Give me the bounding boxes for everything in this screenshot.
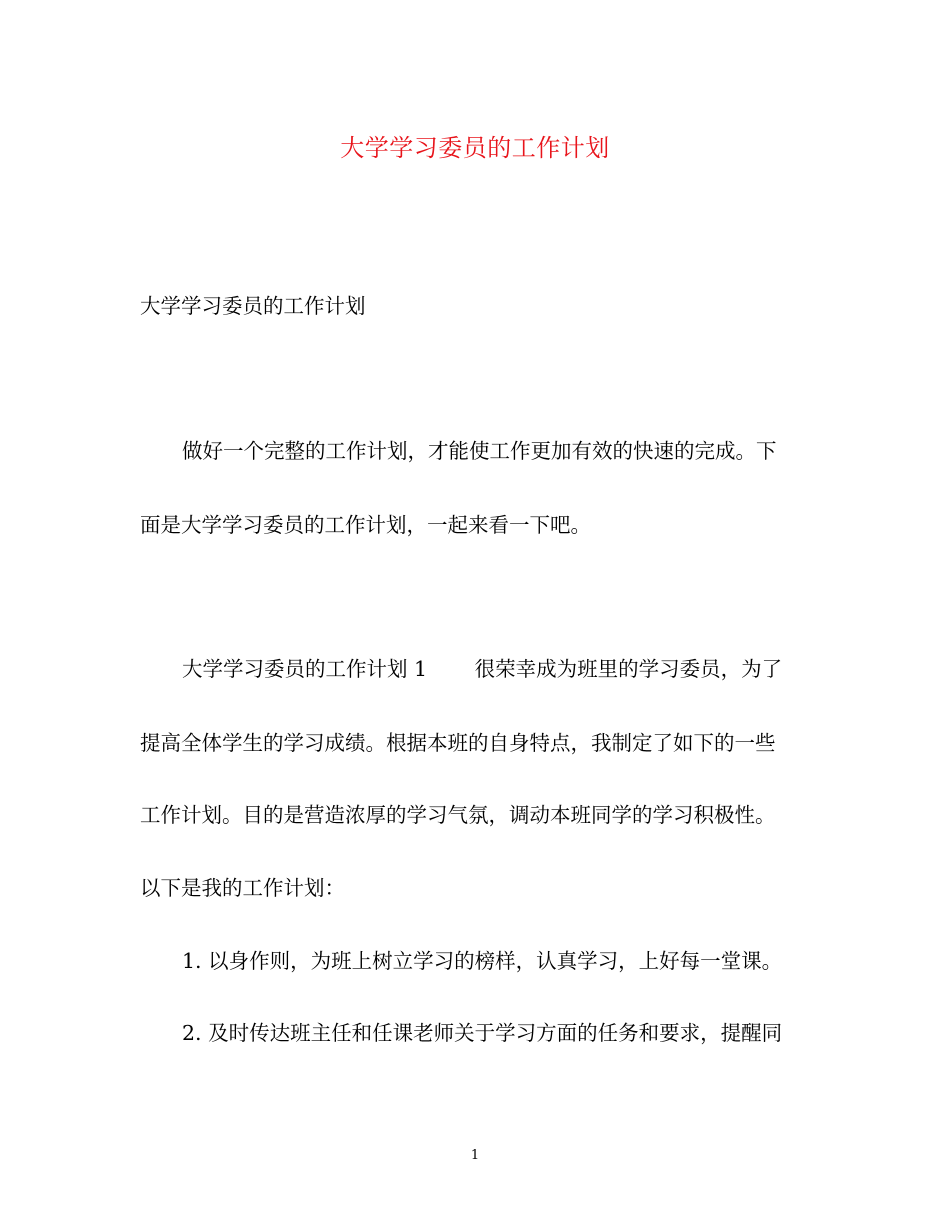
paragraph-line: 提高全体学生的学习成绩。根据本班的自身特点，我制定了如下的一些 <box>140 731 776 755</box>
paragraph-line: 以下是我的工作计划： <box>140 876 345 900</box>
paragraph-line: 面是大学学习委员的工作计划，一起来看一下吧。 <box>140 513 591 537</box>
page-number: 1 <box>470 1148 480 1163</box>
paragraph-line: 大学学习委员的工作计划 1 很荣幸成为班里的学习委员，为了 <box>182 657 783 681</box>
paragraph-line: 工作计划。目的是营造浓厚的学习气氛，调动本班同学的学习积极性。 <box>140 803 776 827</box>
list-item: 1. 以身作则，为班上树立学习的榜样，认真学习，上好每一堂课。 <box>182 949 783 973</box>
document-title: 大学学习委员的工作计划 <box>340 134 610 162</box>
subtitle-line: 大学学习委员的工作计划 <box>140 294 366 318</box>
paragraph-line: 做好一个完整的工作计划，才能使工作更加有效的快速的完成。下 <box>182 439 777 463</box>
list-item: 2. 及时传达班主任和任课老师关于学习方面的任务和要求，提醒同 <box>182 1021 783 1045</box>
